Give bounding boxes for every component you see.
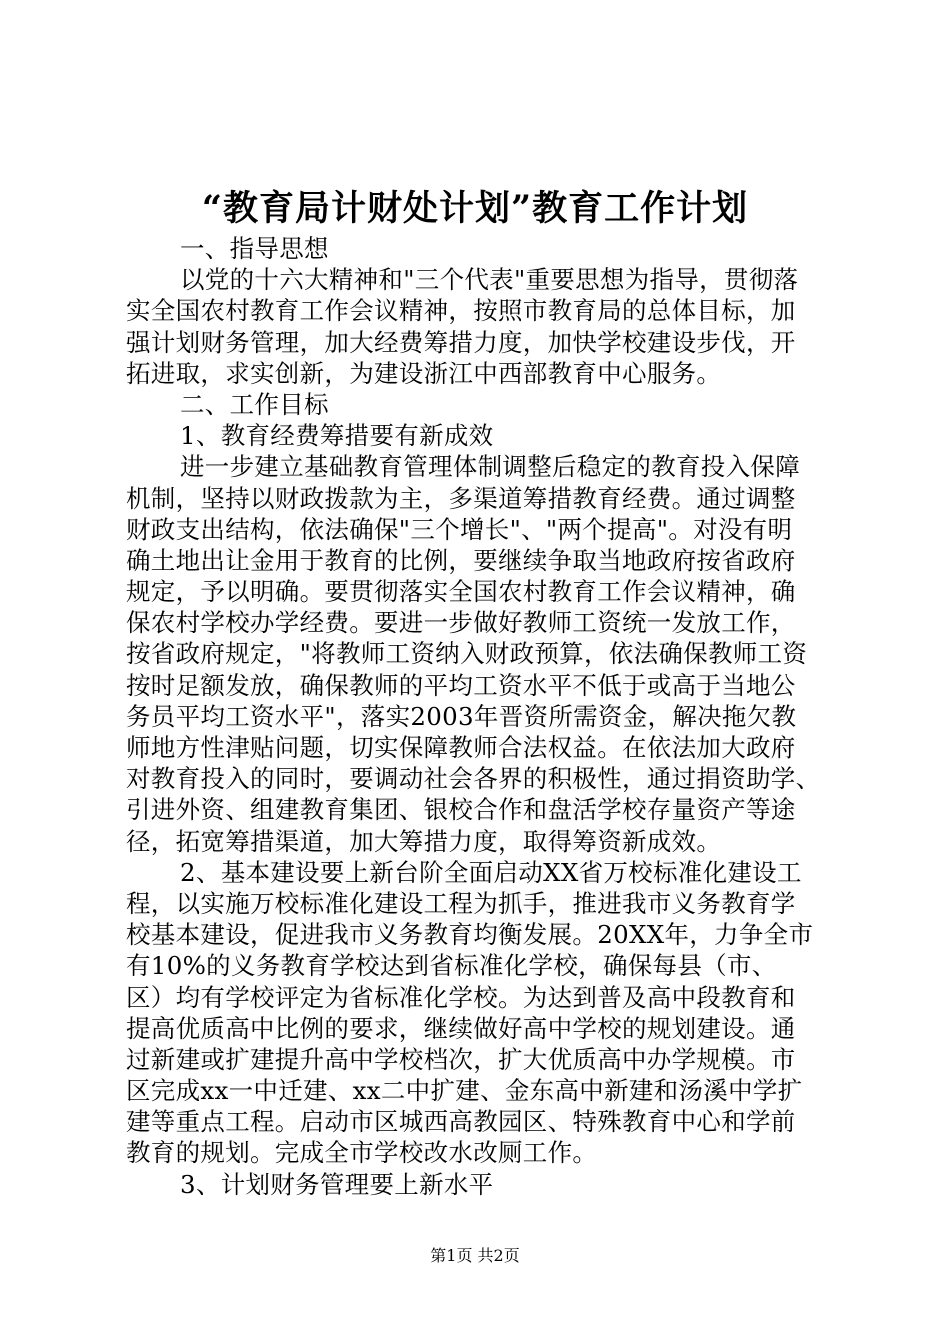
body-line: 过新建或扩建提升高中学校档次，扩大优质高中办学规模。市 [126, 1044, 796, 1074]
body-line: 按省政府规定，"将教师工资纳入财政预算，依法确保教师工资 [126, 639, 808, 669]
body-line: 程，以实施万校标准化建设工程为抓手，推进我市义务教育学 [126, 888, 796, 918]
document-title: “教育局计财处计划”教育工作计划 [201, 188, 749, 229]
body-line: 师地方性津贴问题，切实保障教师合法权益。在依法加大政府 [126, 733, 796, 762]
body-line: 保农村学校办学经费。要进一步做好教师工资统一发放工作， [126, 608, 796, 638]
body-line: 二、工作目标 [180, 389, 329, 419]
body-line: 径，拓宽筹措渠道，加大筹措力度，取得筹资新成效。 [126, 826, 722, 856]
body-line: 一、指导思想 [180, 234, 329, 263]
document-body [126, 233, 826, 1200]
body-line: 进一步建立基础教育管理体制调整后稳定的教育投入保障 [180, 452, 800, 482]
body-line: 拓进取，求实创新，为建设浙江中西部教育中心服务。 [126, 358, 722, 388]
body-line: 务员平均工资水平"，落实2003年晋资所需资金，解决拖欠教 [126, 701, 797, 731]
body-line: 教育的规划。完成全市学校改水改厕工作。 [126, 1138, 598, 1168]
body-line: 区完成xx一中迁建、xx二中扩建、金东高中新建和汤溪中学扩 [126, 1076, 803, 1106]
body-line: 财政支出结构，依法确保"三个增长"、"两个提高"。对没有明 [126, 514, 793, 544]
body-line: 1、教育经费筹措要有新成效 [180, 421, 494, 451]
body-line: 按时足额发放，确保教师的平均工资水平不低于或高于当地公 [126, 670, 796, 700]
body-line: 实全国农村教育工作会议精神，按照市教育局的总体目标，加 [126, 296, 796, 326]
body-line: 区）均有学校评定为省标准化学校。为达到普及高中段教育和 [126, 982, 796, 1012]
body-line: 引进外资、组建教育集团、银校合作和盘活学校存量资产等途 [126, 795, 796, 825]
body-line: 有10%的义务教育学校达到省标准化学校，确保每县（市、 [126, 951, 777, 981]
body-line: 2、基本建设要上新台阶全面启动XX省万校标准化建设工 [180, 857, 802, 887]
body-line: 3、计划财务管理要上新水平 [180, 1169, 494, 1199]
body-line: 强计划财务管理，加大经费筹措力度，加快学校建设步伐，开 [126, 327, 796, 357]
body-line: 对教育投入的同时，要调动社会各界的积极性，通过捐资助学、 [126, 764, 821, 794]
page-footer: 第1页 共2页 [430, 1246, 520, 1265]
body-line: 机制，坚持以财政拨款为主，多渠道筹措教育经费。通过调整 [126, 483, 796, 513]
body-line: 以党的十六大精神和"三个代表"重要思想为指导，贯彻落 [180, 265, 799, 295]
body-line: 提高优质高中比例的要求，继续做好高中学校的规划建设。通 [126, 1013, 796, 1043]
body-line: 规定，予以明确。要贯彻落实全国农村教育工作会议精神，确 [126, 577, 796, 607]
body-line: 确土地出让金用于教育的比例，要继续争取当地政府按省政府 [126, 545, 796, 575]
body-line: 校基本建设，促进我市义务教育均衡发展。20XX年，力争全市 [126, 920, 814, 950]
body-line: 建等重点工程。启动市区城西高教园区、特殊教育中心和学前 [126, 1107, 796, 1137]
